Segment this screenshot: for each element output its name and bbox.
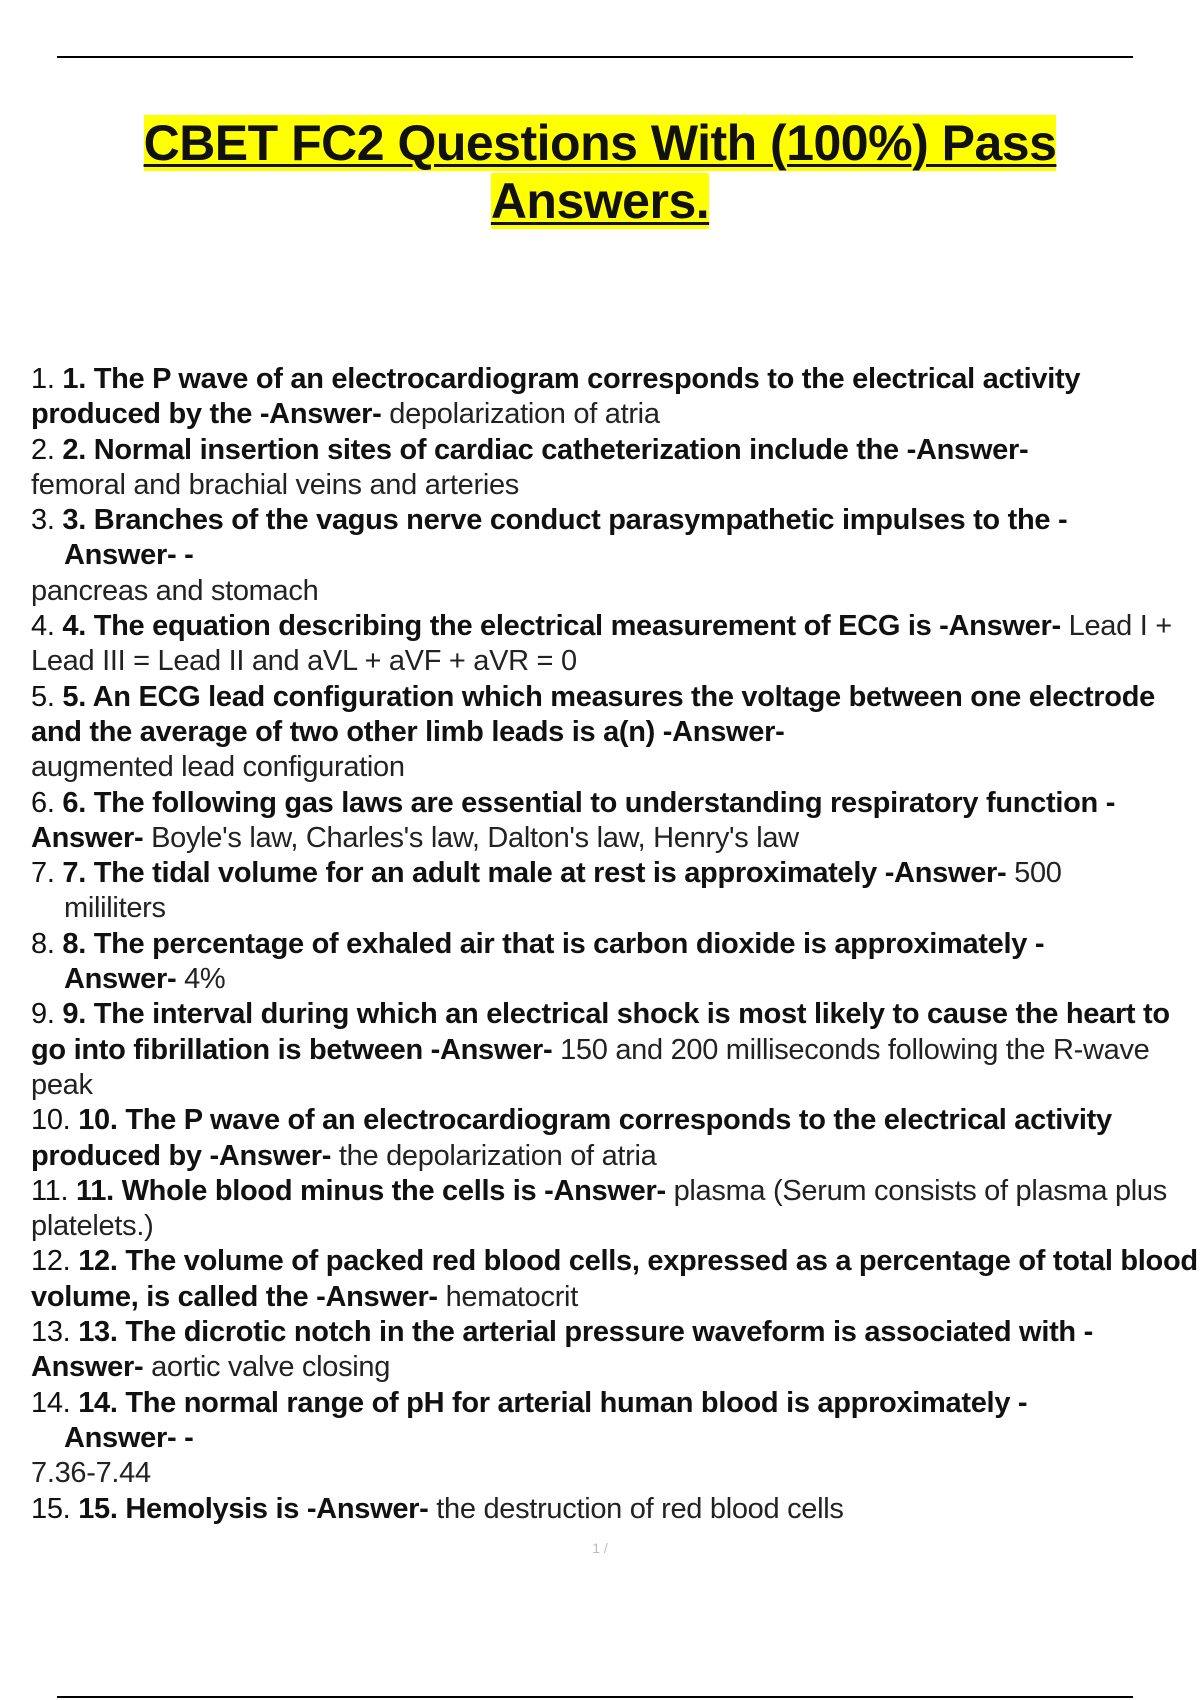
list-item [31, 503, 1200, 609]
answer-text: Lead I + Lead III = Lead II and aVL + aVF + aVR = 0 [31, 610, 1172, 678]
item-number: 4. [31, 610, 55, 643]
answer-continuation: mililiters [64, 892, 166, 925]
title-line-1: CBET FC2 Questions With (100%) Pass [143, 115, 1057, 171]
question-continuation: Answer- - [64, 1421, 194, 1454]
question-text: 12. The volume of packed red blood cells, expressed as a percentage of total blood volume, is called the -Answer- [31, 1245, 1198, 1313]
answer-text: femoral and brachial veins and arteries [31, 468, 520, 501]
list-item [31, 997, 1200, 1103]
item-number: 11. [31, 1174, 69, 1207]
question-text: 3. Branches of the vagus nerve conduct parasympathetic impulses to the - [62, 504, 1068, 537]
answer-text: plasma (Serum consists of plasma plus platelets.) [31, 1174, 1167, 1243]
item-number: 1. [31, 363, 55, 395]
answer-text: Boyle's law, Charles's law, Dalton's law, Henry's law [151, 821, 799, 854]
answer-text: 150 and 200 milliseconds following the R-wave peak [31, 1033, 1150, 1101]
page-title [0, 114, 1200, 230]
question-text: 11. Whole blood minus the cells is -Answer- [76, 1174, 666, 1207]
question-text: 4. The equation describing the electrical measurement of ECG is -Answer- [62, 610, 1061, 643]
list-item [31, 362, 1200, 433]
answer-text: depolarization of atria [389, 398, 660, 431]
question-text: 10. The P wave of an electrocardiogram corresponds to the electrical activity produced by -Answer- [31, 1104, 1112, 1172]
item-number: 8. [31, 927, 55, 960]
title-line-2: Answers. [490, 173, 710, 229]
list-item [31, 1103, 1200, 1174]
answer-text: the depolarization of atria [338, 1139, 657, 1172]
question-text: 6. The following gas laws are essential to understanding respiratory function -Answer- [31, 786, 1116, 854]
list-item [31, 1244, 1200, 1315]
answer-text: 7.36-7.44 [31, 1457, 151, 1490]
item-number: 14. [31, 1386, 71, 1419]
list-item [31, 927, 1200, 998]
list-item [31, 1315, 1200, 1386]
item-number: 7. [31, 857, 55, 890]
question-text: 2. Normal insertion sites of cardiac catheterization include the -Answer- [62, 433, 1029, 466]
item-number: 13. [31, 1316, 71, 1349]
question-text: 8. The percentage of exhaled air that is carbon dioxide is approximately - [62, 927, 1045, 960]
footer-rule [57, 1696, 1133, 1698]
question-text: 14. The normal range of pH for arterial human blood is approximately - [78, 1386, 1028, 1419]
answer-text: pancreas and stomach [31, 574, 319, 607]
item-number: 15. [31, 1492, 71, 1525]
question-text: 7. The tidal volume for an adult male at rest is approximately -Answer- [62, 857, 1007, 890]
item-number: 10. [31, 1104, 71, 1137]
item-number: 6. [31, 786, 55, 819]
item-number: 3. [31, 504, 55, 537]
question-text: 13. The dicrotic notch in the arterial pressure waveform is associated with -Answer- [31, 1316, 1093, 1384]
list-item [31, 1492, 1200, 1527]
question-continuation-row [31, 962, 1200, 997]
question-continuation: Answer- [64, 963, 177, 996]
answer-text: augmented lead configuration [31, 751, 405, 784]
question-text: 1. The P wave of an electrocardiogram corresponds to the electrical activity produced by the -Answer- [31, 363, 1081, 431]
item-number: 12. [31, 1245, 71, 1278]
item-number: 9. [31, 998, 55, 1031]
header-rule [57, 56, 1133, 58]
answer-text: 500 [1014, 857, 1062, 890]
list-item [31, 1386, 1200, 1492]
answer-text: hematocrit [445, 1280, 578, 1313]
list-item [31, 786, 1200, 857]
question-text: 15. Hemolysis is -Answer- [78, 1492, 429, 1525]
list-item [31, 433, 1200, 504]
list-item [31, 856, 1200, 927]
answer-text: 4% [184, 963, 226, 996]
page-number: 1 / [592, 1540, 608, 1556]
list-item [31, 1174, 1200, 1245]
answer-text: the destruction of red blood cells [436, 1492, 844, 1525]
question-list [31, 362, 1200, 1527]
item-number: 2. [31, 433, 55, 466]
question-continuation: Answer- - [64, 539, 194, 572]
answer-text: aortic valve closing [151, 1351, 391, 1384]
question-text: 9. The interval during which an electrical shock is most likely to cause the heart to go into fibrillation is between -Answer- [31, 998, 1170, 1066]
list-item [31, 680, 1200, 786]
question-text: 5. An ECG lead configuration which measures the voltage between one electrode and the average of two other limb leads is a(n) -Answer- [31, 680, 1155, 748]
item-number: 5. [31, 680, 55, 713]
list-item [31, 609, 1200, 680]
